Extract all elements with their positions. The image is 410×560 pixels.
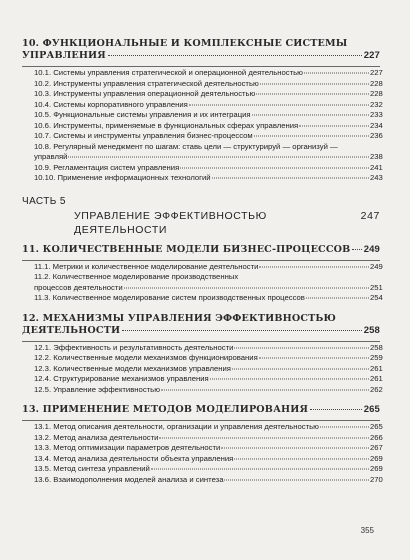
toc-item-page: 232	[370, 99, 383, 109]
toc-item	[34, 474, 383, 486]
toc-item	[34, 443, 383, 454]
chapter-items	[22, 342, 383, 396]
toc-item-page: 269	[370, 464, 383, 473]
toc-item	[34, 120, 383, 132]
page-number: 355	[360, 526, 374, 535]
chapter-items	[22, 67, 383, 184]
leader-dots	[159, 437, 369, 438]
leader-dots	[310, 409, 362, 410]
toc-item-page: 254	[370, 293, 383, 302]
part-title-line	[22, 209, 380, 237]
toc-item-page: 270	[370, 474, 383, 484]
toc-item-text: 12.5. Управление эффективностью	[34, 384, 160, 394]
toc-item-text: 10.8. Регулярный менеджмент по шагам: ставь цели — структурируй — организуй —	[34, 141, 338, 151]
part-label: ЧАСТЬ 5	[22, 195, 66, 207]
toc-item-text: 10.7. Системы и инструменты управления бизнес-процессом	[34, 131, 253, 140]
toc-item-page: 265	[370, 422, 383, 431]
toc-item-text-cont: процессов деятельности	[34, 282, 123, 292]
toc-item-text: 12.3. Количественные модели механизмов управления	[34, 363, 231, 373]
chapter-title: 13. ПРИМЕНЕНИЕ МЕТОДОВ МОДЕЛИРОВАНИЯ	[22, 404, 309, 415]
toc-item-page: 261	[370, 363, 383, 373]
leader-dots	[180, 167, 369, 168]
leader-dots	[320, 427, 369, 428]
toc-item-page: 234	[370, 120, 383, 130]
toc-item	[34, 68, 383, 79]
part-5	[22, 196, 380, 237]
toc-item-text: 13.6. Взаимодополнения моделей анализа и синтеза	[34, 474, 224, 484]
leader-dots	[252, 115, 369, 116]
leader-dots	[108, 55, 362, 56]
chapter-title-line	[22, 404, 380, 416]
leader-dots	[68, 157, 369, 158]
toc-item-page: 266	[370, 432, 383, 442]
toc-item	[34, 342, 383, 354]
toc-item-page: 243	[370, 173, 383, 182]
leader-dots	[210, 379, 369, 380]
leader-dots	[256, 94, 369, 95]
toc-item-page: 227	[370, 68, 383, 77]
toc-item-text: 10.1. Системы управления стратегической и операционной деятельностью	[34, 68, 303, 77]
chapter-title: 11. КОЛИЧЕСТВЕННЫЕ МОДЕЛИ БИЗНЕС-ПРОЦЕССОВ	[22, 243, 351, 255]
chapter-13	[22, 404, 383, 485]
toc-item-page: 228	[370, 89, 383, 98]
leader-dots	[259, 266, 369, 267]
toc-item	[34, 384, 383, 396]
leader-dots	[151, 469, 369, 470]
part-title: УПРАВЛЕНИЕ ЭФФЕКТИВНОСТЬЮ ДЕЯТЕЛЬНОСТИ	[74, 209, 267, 236]
leader-dots	[161, 389, 369, 390]
toc-item-text: 12.1. Эффективность и результативность деятельности	[34, 342, 234, 352]
table-of-contents	[22, 38, 383, 485]
toc-item	[34, 293, 383, 304]
toc-item	[34, 131, 383, 142]
leader-dots	[124, 287, 369, 288]
leader-dots	[352, 249, 361, 250]
toc-item-page: 249	[370, 261, 383, 271]
chapter-11	[22, 243, 383, 304]
toc-item	[34, 374, 383, 385]
toc-item-text: 11.2. Количественное моделирование производственных	[34, 272, 239, 281]
toc-item-text: 12.4. Структурирование механизмов управления	[34, 374, 209, 383]
toc-item-text: 13.1. Метод описания деятельности, организации и управления деятельностью	[34, 422, 319, 431]
toc-item-page: 267	[370, 443, 383, 452]
toc-item-page: 241	[370, 162, 383, 172]
toc-item	[34, 78, 383, 90]
toc-item	[34, 363, 383, 375]
toc-item-text: 11.3. Количественное моделирование систем производственных процессов	[34, 293, 305, 302]
toc-item	[34, 141, 383, 163]
chapter-10	[22, 38, 383, 184]
toc-item-text: 10.4. Системы корпоративного управления	[34, 99, 188, 109]
leader-dots	[260, 83, 369, 84]
chapter-items	[22, 261, 383, 304]
leader-dots	[306, 298, 369, 299]
toc-item	[34, 110, 383, 121]
chapter-title-cont: ДЕЯТЕЛЬНОСТИ	[22, 324, 121, 336]
toc-item-text: 11.1. Метрики и количественное моделирование деятельности	[34, 261, 259, 271]
toc-item-text: 10.2. Инструменты управления стратегической деятельностью	[34, 78, 259, 88]
toc-item-page: 261	[370, 374, 383, 383]
leader-dots	[189, 104, 369, 105]
toc-item-text: 13.4. Метод анализа деятельности объекта управления	[34, 453, 234, 463]
chapter-title-line	[22, 50, 380, 62]
leader-dots	[221, 448, 369, 449]
toc-item	[34, 261, 383, 273]
toc-item-text: 13.2. Метод анализа деятельности	[34, 432, 159, 442]
chapter-page: 265	[363, 404, 380, 415]
chapter-page: 227	[363, 50, 380, 61]
chapter-title-line	[22, 325, 380, 337]
leader-dots	[232, 368, 369, 369]
toc-item	[34, 422, 383, 433]
toc-item-text: 10.3. Инструменты управления операционной деятельностью	[34, 89, 256, 98]
leader-dots	[259, 358, 369, 359]
leader-dots	[212, 178, 369, 179]
leader-dots	[224, 479, 369, 480]
toc-item	[34, 353, 383, 364]
chapter-12	[22, 312, 383, 396]
leader-dots	[234, 347, 369, 348]
toc-item-page: 228	[370, 78, 383, 88]
toc-item-page: 258	[370, 342, 383, 352]
toc-item-text: 10.9. Регламентация систем управления	[34, 162, 180, 172]
toc-item-page: 269	[370, 453, 383, 463]
toc-item	[34, 89, 383, 100]
toc-item-text: 13.3. Метод оптимизации параметров деятельности	[34, 443, 221, 452]
toc-item-page: 259	[370, 353, 383, 362]
toc-item	[34, 453, 383, 465]
toc-item-page: 233	[370, 110, 383, 119]
leader-dots	[304, 73, 369, 74]
chapter-title-line	[22, 313, 380, 325]
toc-item	[34, 464, 383, 475]
toc-item-page: 262	[370, 384, 383, 394]
toc-item	[34, 432, 383, 444]
toc-item-text: 10.6. Инструменты, применяемые в функциональных сферах управления	[34, 120, 299, 130]
toc-item-page: 236	[370, 131, 383, 140]
leader-dots	[234, 458, 369, 459]
toc-item	[34, 173, 383, 184]
chapter-title: 10. ФУНКЦИОНАЛЬНЫЕ И КОМПЛЕКСНЫЕ СИСТЕМЫ	[22, 38, 348, 49]
toc-item-text: 12.2. Количественные модели механизмов функционирования	[34, 353, 258, 362]
toc-item	[34, 272, 383, 293]
toc-item-text: 10.10. Применение информационных технологий	[34, 173, 211, 182]
part-page: 247	[360, 209, 380, 222]
toc-item-text: 13.5. Метод синтеза управлений	[34, 464, 150, 473]
chapter-items	[22, 421, 383, 485]
toc-item-text-cont: управляй	[34, 152, 68, 161]
chapter-page: 249	[363, 243, 380, 255]
chapter-title-cont: УПРАВЛЕНИЯ	[22, 50, 106, 61]
toc-item	[34, 99, 383, 111]
leader-dots	[299, 125, 369, 126]
chapter-title-line	[22, 244, 380, 256]
toc-item	[34, 162, 383, 174]
toc-item-page: 238	[370, 152, 383, 161]
toc-item-page: 251	[370, 282, 383, 292]
leader-dots	[254, 136, 369, 137]
chapter-page: 258	[363, 324, 380, 336]
chapter-title: 12. МЕХАНИЗМЫ УПРАВЛЕНИЯ ЭФФЕКТИВНОСТЬЮ	[22, 312, 336, 324]
chapter-title-line	[22, 38, 380, 50]
leader-dots	[122, 330, 361, 331]
toc-item-text: 10.5. Функциональные системы управления и их интеграция	[34, 110, 251, 119]
